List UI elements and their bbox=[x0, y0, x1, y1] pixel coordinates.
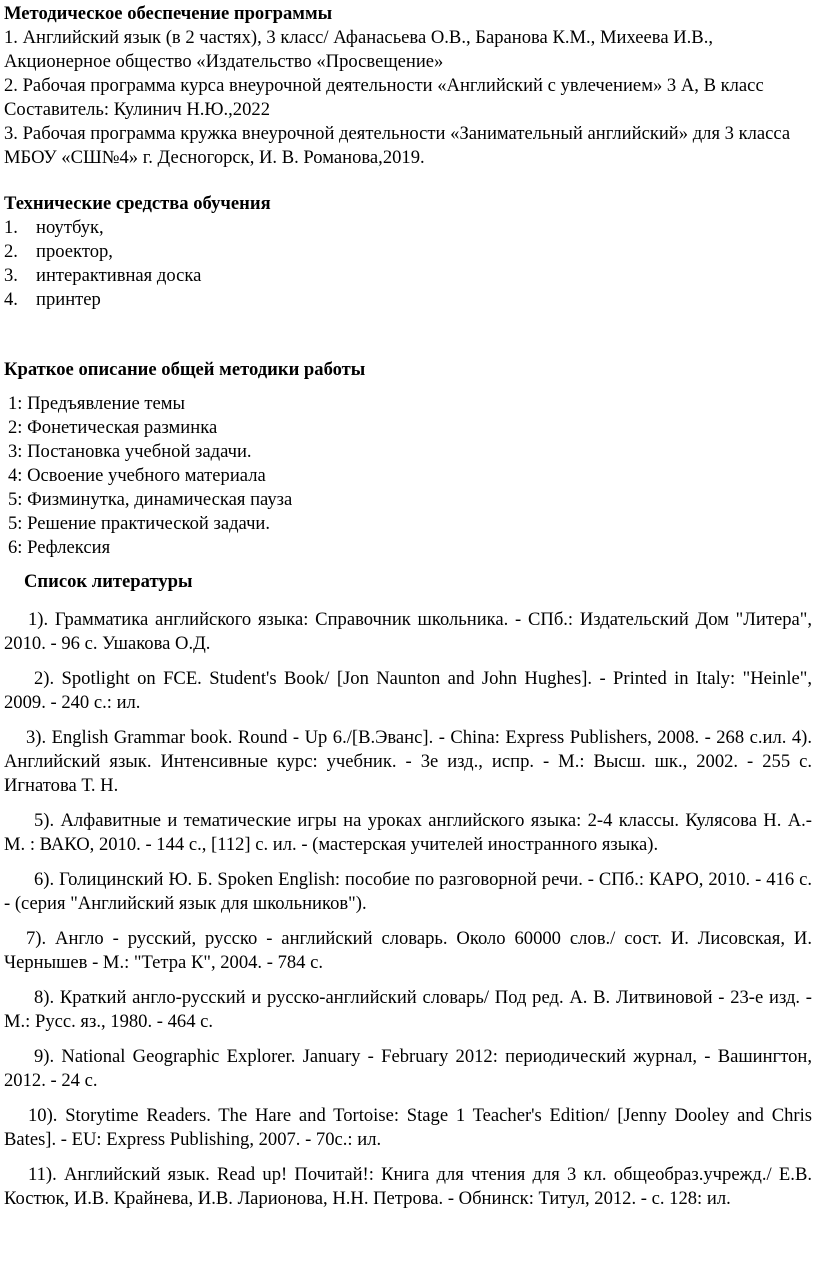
reference-item: 11). Английский язык. Read up! Почитай!: Книга для чтения для 3 кл. общеобраз.учрежд./ Е.В. Костюк, И.В. Крайнева, И.В. Ларионова, Н.Н. Петрова. - Обнинск: Титул, 2012. - с. 128: ил. bbox=[4, 1164, 812, 1209]
steps-list bbox=[4, 392, 812, 560]
list-text: принтер bbox=[36, 289, 101, 310]
step-item: 6: Рефлексия bbox=[8, 537, 111, 558]
list-text: проектор, bbox=[36, 241, 113, 262]
methodics-section bbox=[4, 0, 812, 170]
list-number: 4. bbox=[4, 289, 18, 310]
list-text: ноутбук, bbox=[36, 217, 104, 238]
reference-item: 6). Голицинский Ю. Б. Spoken English: пособие по разговорной речи. - СПб.: КАРО, 2010. - 416 с. - (серия "Английский язык для школьников"). bbox=[4, 869, 812, 914]
step-item: 5: Решение практической задачи. bbox=[8, 513, 271, 534]
methodics-title: Методическое обеспечение программы bbox=[4, 3, 333, 24]
reference-item: 5). Алфавитные и тематические игры на уроках английского языка: 2-4 классы. Кулясова Н. А.- М. : ВАКО, 2010. - 144 с., [112] с. ил. - (мастерская учителей иностранного языка). bbox=[4, 810, 812, 855]
step-item: 5: Физминутка, динамическая пауза bbox=[8, 489, 293, 510]
step-item: 2: Фонетическая разминка bbox=[8, 417, 218, 438]
reference-item: 3). English Grammar book. Round - Up 6./[В.Эванс]. - China: Express Publishers, 2008. - 268 с.ил. 4). Английский язык. Интенсивные курс: учебник. - 3е изд., испр. - М.: Высш. шк., 2002. - 255 с. Игнатова Т. Н. bbox=[4, 727, 812, 796]
reference-item: 1). Грамматика английского языка: Справочник школьника. - СПб.: Издательский Дом "Литера", 2010. - 96 с. Ушакова О.Д. bbox=[4, 609, 812, 654]
tech-list bbox=[4, 216, 812, 312]
tech-section bbox=[4, 192, 812, 312]
step-item: 1: Предъявление темы bbox=[8, 393, 185, 414]
reference-item: 2). Spotlight on FCE. Student's Book/ [Jon Naunton and John Hughes]. - Printed in Italy: "Heinle", 2009. - 240 с.: ил. bbox=[4, 668, 812, 713]
reference-item: 7). Англо - русский, русско - английский словарь. Около 60000 слов./ сост. И. Лисовская, И. Чернышев - М.: "Тетра К", 2004. - 784 с. bbox=[4, 928, 812, 973]
list-text: интерактивная доска bbox=[36, 265, 202, 286]
methodics-item: 3. Рабочая программа кружка внеурочной деятельности «Занимательный английский» для 3 класса МБОУ «СШ№4» г. Десногорск, И. В. Романова,2019. bbox=[4, 123, 791, 168]
step-item: 3: Постановка учебной задачи. bbox=[8, 441, 252, 462]
brief-section bbox=[4, 358, 812, 560]
list-number: 3. bbox=[4, 265, 18, 286]
reference-item: 9). National Geographic Explorer. January - February 2012: периодический журнал, - Вашингтон, 2012. - 24 с. bbox=[4, 1046, 812, 1091]
methodics-item: 1. Английский язык (в 2 частях), 3 класс/ Афанасьева О.В., Баранова К.М., Михеева И.В., Акционерное общество «Издательство «Просвещение» bbox=[4, 27, 714, 72]
brief-title: Краткое описание общей методики работы bbox=[4, 359, 366, 380]
step-item: 4: Освоение учебного материала bbox=[8, 465, 266, 486]
methodics-item: 2. Рабочая программа курса внеурочной деятельности «Английский с увлечением» 3 А, В класс Составитель: Кулинич Н.Ю.,2022 bbox=[4, 75, 764, 120]
literature-section bbox=[4, 570, 812, 594]
list-item bbox=[4, 264, 812, 288]
list-number: 1. bbox=[4, 217, 18, 238]
references-list bbox=[4, 608, 812, 1211]
list-item bbox=[4, 240, 812, 264]
list-item bbox=[4, 216, 812, 240]
tech-title: Технические средства обучения bbox=[4, 193, 271, 214]
list-number: 2. bbox=[4, 241, 18, 262]
reference-item: 10). Storytime Readers. The Hare and Tortoise: Stage 1 Teacher's Edition/ [Jenny Dooley and Chris Bates]. - EU: Express Publishing, 2007. - 70с.: ил. bbox=[4, 1105, 812, 1150]
list-item bbox=[4, 288, 812, 312]
reference-item: 8). Краткий англо-русский и русско-английский словарь/ Под ред. А. В. Литвиновой - 23-е изд. - М.: Русс. яз., 1980. - 464 с. bbox=[4, 987, 812, 1032]
literature-title: Список литературы bbox=[24, 571, 193, 592]
